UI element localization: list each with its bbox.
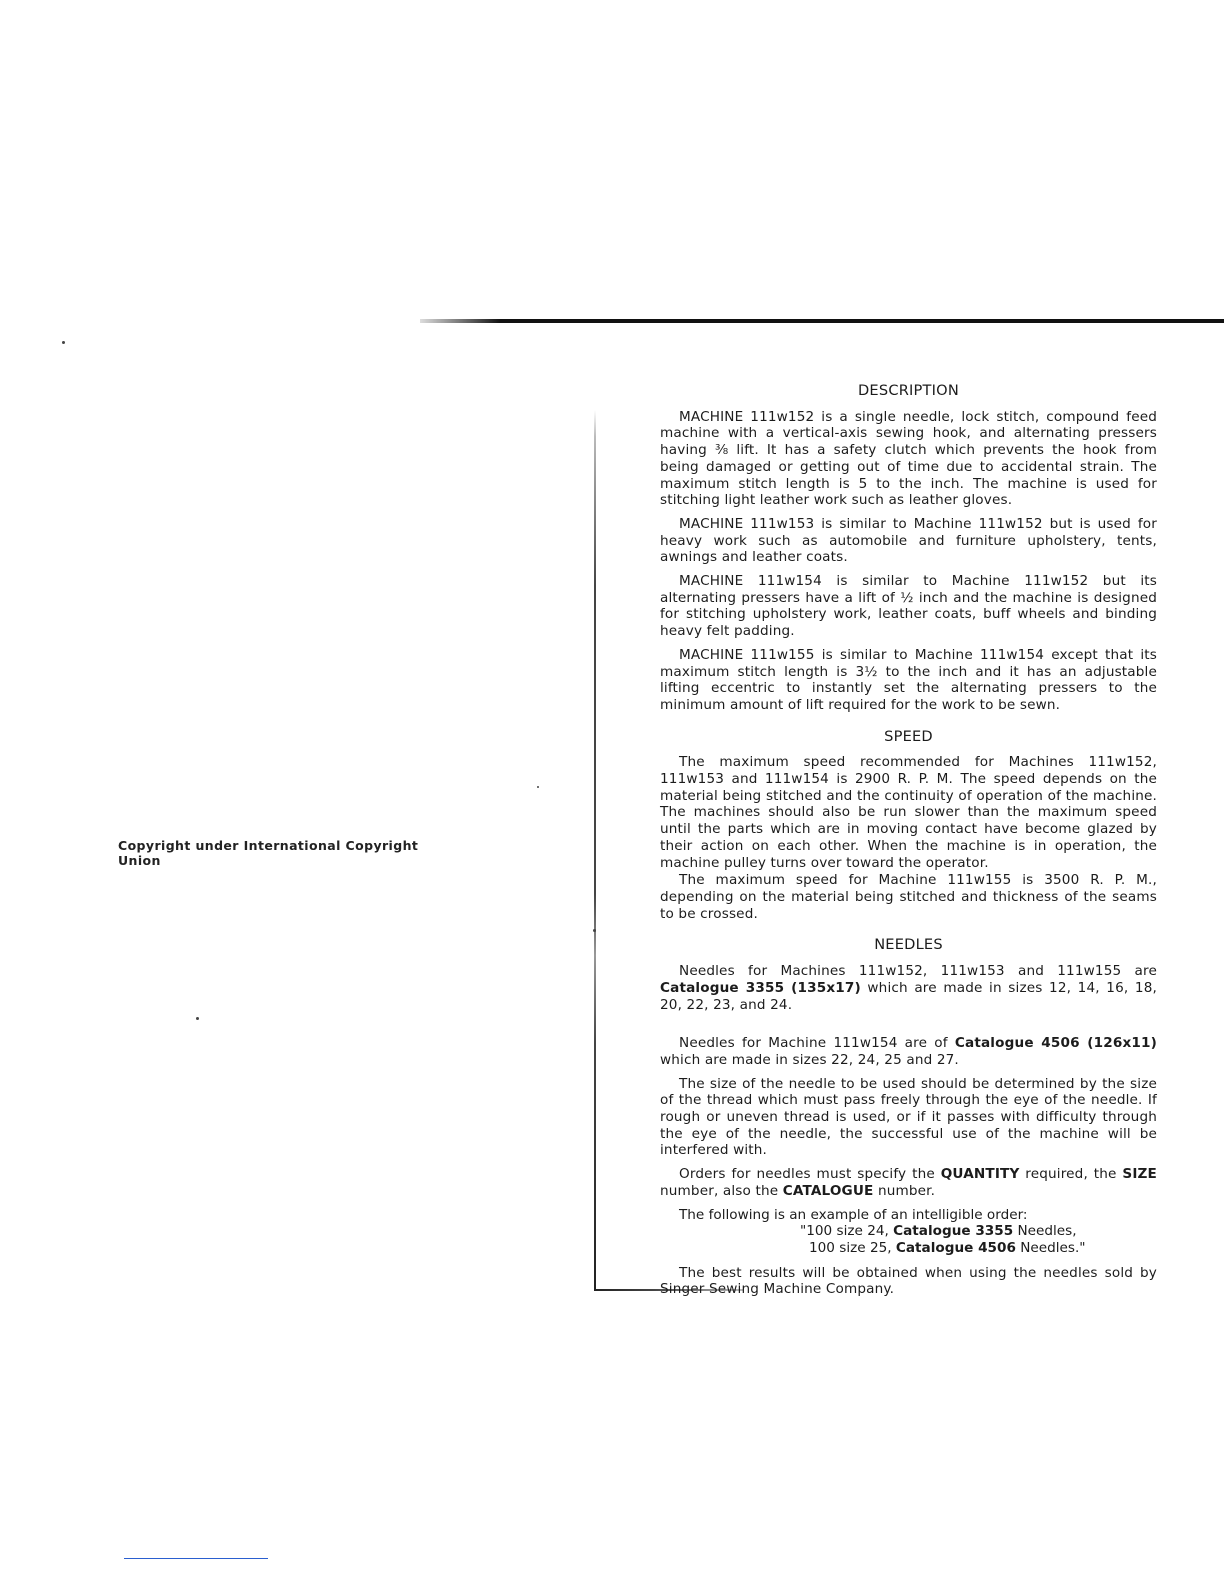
speed-heading: SPEED (884, 727, 933, 745)
needles-paragraph-1: Needles for Machines 111w152, 111w153 and 111w155 are Catalogue 3355 (135x17) which are made in sizes 12, 14, 16, 18, 20, 22, 23, and 24. (660, 963, 1157, 1013)
catalogue-3355-label: Catalogue 3355 (135x17) (660, 979, 861, 996)
manual-page-text (660, 383, 1157, 1305)
order-example-line-2: 100 size 25, Catalogue 4506 Needles." (809, 1239, 1086, 1256)
order-example-intro: The following is an example of an intelligible order: (679, 1206, 1028, 1223)
speed-paragraph-1: The maximum speed recommended for Machines 111w152, 111w153 and 111w154 is 2900 R. P. M. The speed depends on the material being stitched and the continuity of operation of the machine. The machines should also be run slower than the maximum speed until the parts which are in moving contact have become glazed by their action on each other. When the machine is in operation, the machine pulley turns over toward the operator. (660, 754, 1157, 871)
needles-paragraph-4: Orders for needles must specify the QUANTITY required, the SIZE number, also the CATALOGUE number. (660, 1166, 1157, 1199)
scan-speck (196, 1017, 199, 1020)
needles-paragraph-5: The best results will be obtained when using the needles sold by Singer Sewing Machine Company. (660, 1264, 1157, 1298)
description-paragraph-111w154: MACHINE 111w154 is similar to Machine 111w152 but its alternating pressers have a lift of ½ inch and the machine is designed for stitching upholstery work, leather coats, buff wheels and binding heavy felt padding. (660, 573, 1157, 640)
needles-paragraph-2: Needles for Machine 111w154 are of Catalogue 4506 (126x11) which are made in sizes 22, 24, 25 and 27. (660, 1035, 1157, 1068)
order-example (660, 1207, 1157, 1257)
description-heading: DESCRIPTION (858, 382, 959, 399)
copyright-notice: Copyright under International Copyright Union (118, 838, 419, 868)
catalogue-4506-label: Catalogue 4506 (126x11) (954, 1035, 1157, 1052)
scan-speck (62, 341, 65, 344)
needles-paragraph-3: The size of the needle to be used should be determined by the size of the thread which must pass freely through the eye of the needle. If rough or uneven thread is used, or if it passes with difficulty through the eye of the needle, the successful use of the machine will be interfered with. (660, 1075, 1157, 1159)
footer-underline (124, 1558, 268, 1559)
order-example-line-1: "100 size 24, Catalogue 3355 Needles, (800, 1223, 1077, 1240)
scan-speck (537, 786, 539, 788)
scan-speck (593, 929, 596, 932)
binding-edge-line (594, 410, 596, 1290)
description-paragraph-111w155: MACHINE 111w155 is similar to Machine 111w154 except that its maximum stitch length is 3½ to the inch and it has an adjustable lifting eccentric to instantly set the alternating pressers to the minimum amount of lift required for the work to be sewn. (660, 646, 1157, 713)
speed-paragraph-2: The maximum speed for Machine 111w155 is 3500 R. P. M., depending on the material being stitched and thickness of the seams to be crossed. (660, 872, 1157, 922)
needles-heading: NEEDLES (874, 936, 943, 954)
top-rule (420, 319, 1224, 323)
description-paragraph-111w152: MACHINE 111w152 is a single needle, lock stitch, compound feed machine with a vertical-axis sewing hook, and alternating pressers having ⅜ lift. It has a safety clutch which prevents the hook from being damaged or getting out of time due to accidental strain. The maximum stitch length is 5 to the inch. The machine is used for stitching light leather work such as leather gloves. (660, 408, 1157, 509)
description-paragraph-111w153: MACHINE 111w153 is similar to Machine 111w152 but is used for heavy work such as automobile and furniture upholstery, tents, awnings and leather coats. (660, 515, 1157, 566)
